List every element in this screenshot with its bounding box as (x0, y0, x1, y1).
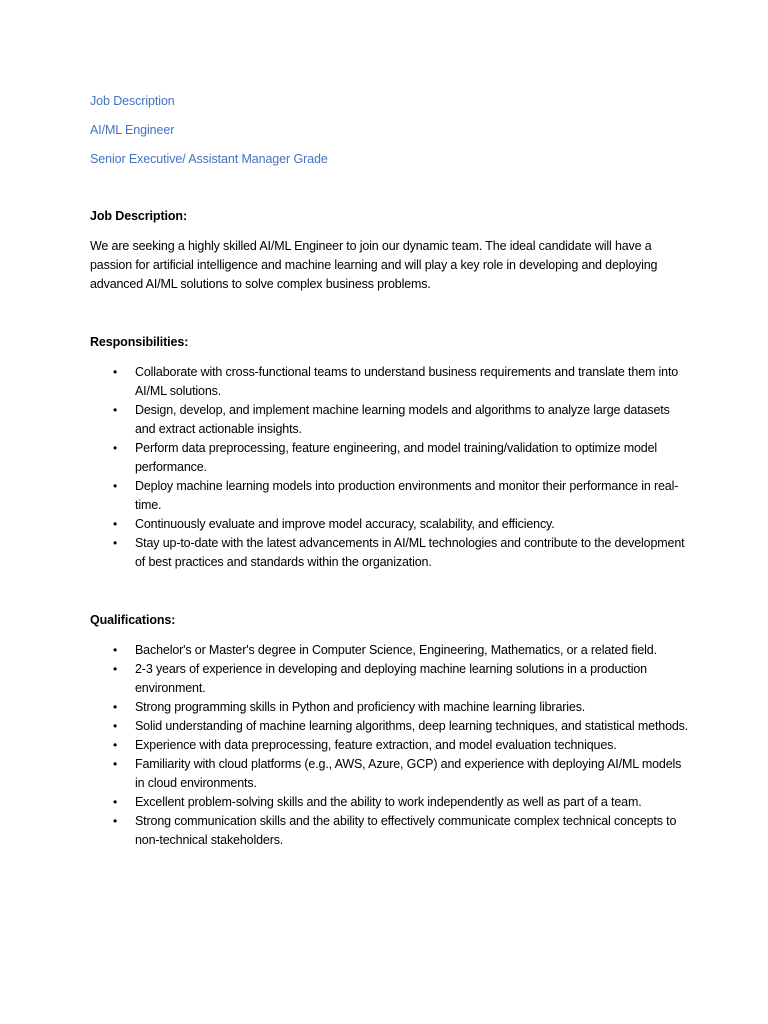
description-title: Job Description: (90, 209, 188, 223)
bullet-icon: • (113, 536, 118, 550)
bullet-icon: • (113, 719, 118, 733)
qualifications-title: Qualifications: (90, 613, 176, 627)
list-item (90, 736, 690, 755)
responsibilities-title: Responsibilities: (90, 335, 189, 349)
header-role-title: AI/ML Engineer (90, 123, 175, 137)
bullet-icon: • (113, 757, 118, 771)
list-item (90, 812, 690, 850)
list-item (90, 698, 690, 717)
list-item (90, 515, 690, 534)
list-item (90, 641, 690, 660)
list-item (90, 439, 690, 477)
bullet-icon: • (113, 662, 118, 676)
bullet-icon: • (113, 365, 118, 379)
list-item-text: Strong programming skills in Python and proficiency with machine learning libraries. (135, 700, 586, 714)
bullet-icon: • (113, 441, 118, 455)
list-item (90, 534, 690, 572)
list-item (90, 477, 690, 515)
bullet-icon: • (113, 795, 118, 809)
list-item-text: Continuously evaluate and improve model accuracy, scalability, and efficiency. (135, 517, 555, 531)
bullet-icon: • (113, 738, 118, 752)
bullet-icon: • (113, 517, 118, 531)
list-item-text: Excellent problem-solving skills and the ability to work independently as well as part of a team. (135, 795, 642, 809)
qualifications-list (90, 641, 690, 850)
list-item-text: Bachelor's or Master's degree in Computer Science, Engineering, Mathematics, or a related field. (135, 643, 657, 657)
list-item-text: Familiarity with cloud platforms (e.g., AWS, Azure, GCP) and experience with deploying AI/ML models in cloud environments. (135, 757, 682, 790)
list-item-text: Design, develop, and implement machine learning models and algorithms to analyze large datasets and extract actionable insights. (135, 403, 670, 436)
bullet-icon: • (113, 403, 118, 417)
list-item-text: Deploy machine learning models into production environments and monitor their performance in real-time. (135, 479, 679, 512)
bullet-icon: • (113, 700, 118, 714)
list-item (90, 401, 690, 439)
list-item (90, 793, 690, 812)
description-text: We are seeking a highly skilled AI/ML Engineer to join our dynamic team. The ideal candidate will have a passion for artificial intelligence and machine learning and will play a key role in developing and deploying advanced AI/ML solutions to solve complex business problems. (90, 239, 658, 291)
list-item-text: Stay up-to-date with the latest advancements in AI/ML technologies and contribute to the development of best practices and standards within the organization. (135, 536, 685, 569)
bullet-icon: • (113, 814, 118, 828)
list-item-text: Solid understanding of machine learning algorithms, deep learning techniques, and statistical methods. (135, 719, 689, 733)
bullet-icon: • (113, 479, 118, 493)
header-job-description: Job Description (90, 94, 175, 108)
list-item (90, 717, 690, 736)
list-item (90, 755, 690, 793)
document-page (90, 93, 690, 890)
bullet-icon: • (113, 643, 118, 657)
list-item-text: 2-3 years of experience in developing and deploying machine learning solutions in a production environment. (135, 662, 647, 695)
list-item-text: Strong communication skills and the ability to effectively communicate complex technical concepts to non-technical stakeholders. (135, 814, 677, 847)
list-item (90, 660, 690, 698)
list-item (90, 363, 690, 401)
list-item-text: Perform data preprocessing, feature engineering, and model training/validation to optimize model performance. (135, 441, 658, 474)
list-item-text: Experience with data preprocessing, feature extraction, and model evaluation techniques. (135, 738, 617, 752)
responsibilities-list (90, 363, 690, 572)
list-item-text: Collaborate with cross-functional teams to understand business requirements and translate them into AI/ML solutions. (135, 365, 679, 398)
header-grade: Senior Executive/ Assistant Manager Grade (90, 152, 328, 166)
